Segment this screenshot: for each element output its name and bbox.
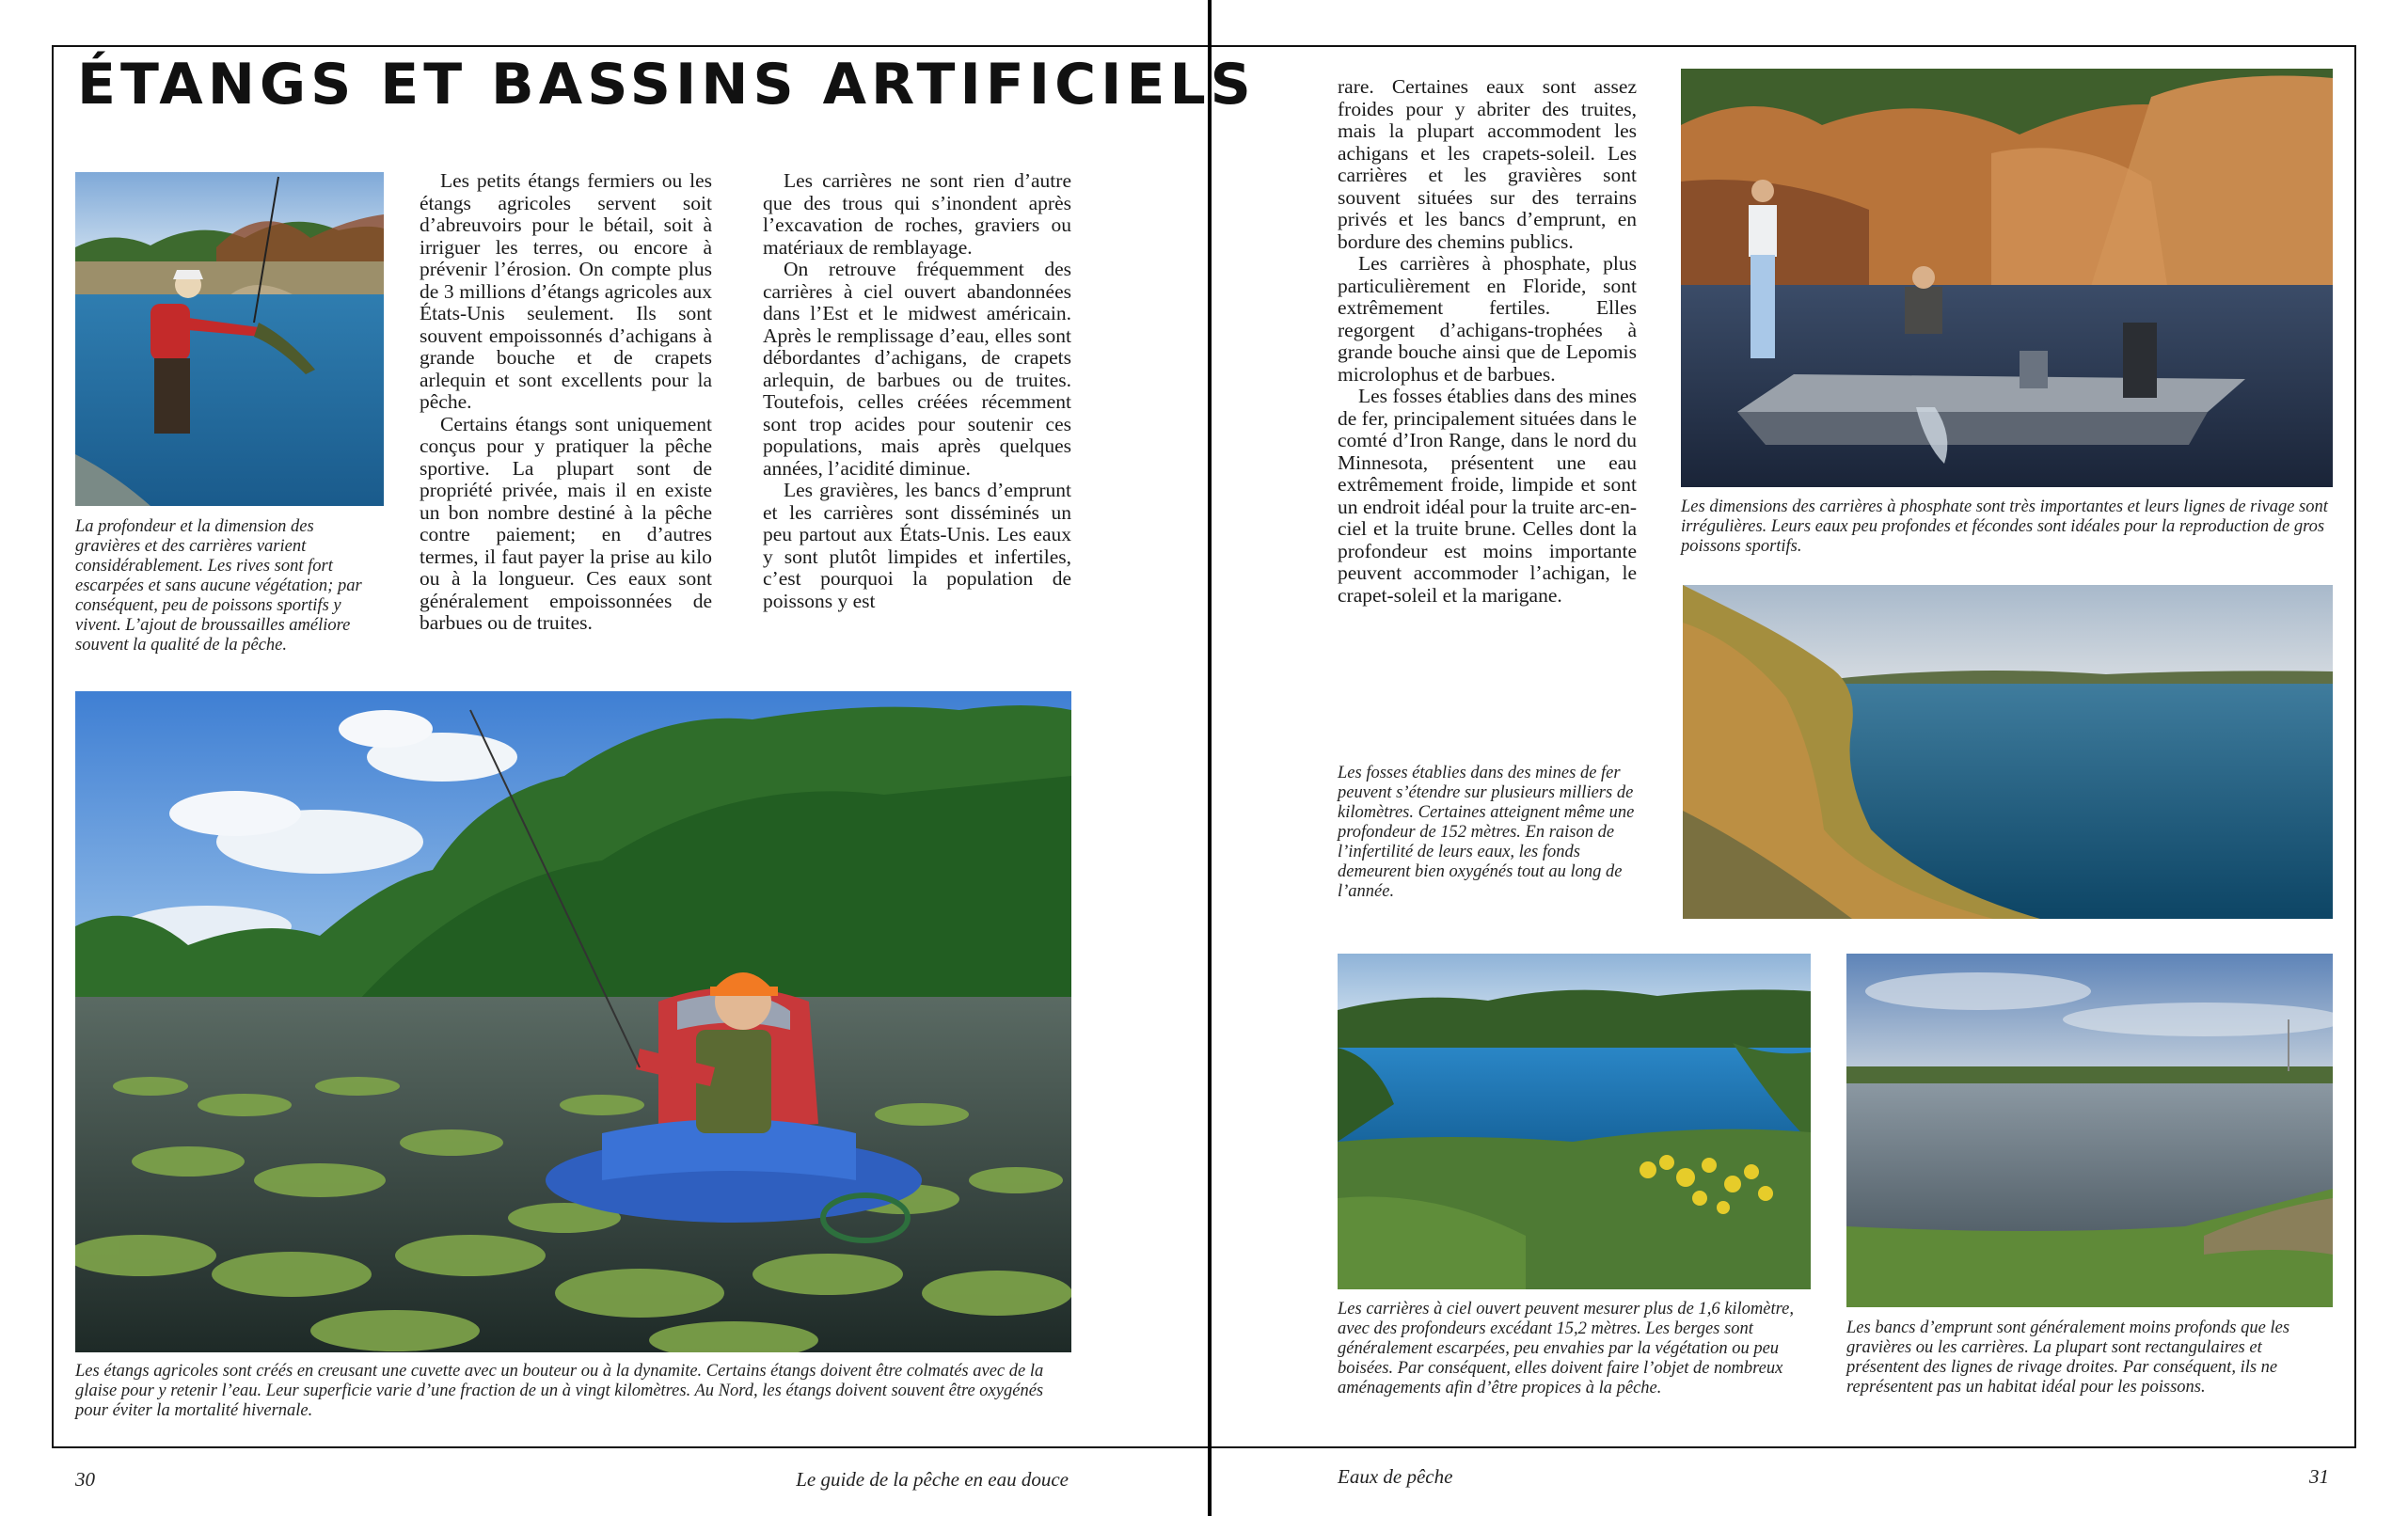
photo-open-pit-quarry [1338, 954, 1811, 1289]
photo-iron-mine-pit [1683, 585, 2333, 919]
paragraph: Certains étangs sont uniquement conçus pour y pratiquer la pêche sportive. La plupart sont de propriété privée, mais il en existe un bon nombre destiné à la pêche contre paiement; en d’autres termes, il faut payer la prise au kilo ou à la longueur. Ces eaux sont généralement empoissonnées de barbues ou de truites. [420, 412, 712, 634]
caption-big-photo: Les étangs agricoles sont créés en creusant une cuvette avec un bouteur ou à la dynamite. Certains étangs doivent être colmatés avec de la glaise pour y retenir l’eau. Leur superficie varie d’une fraction de un à vingt kilomètres. Au Nord, les étangs doivent souvent être oxygénés pour éviter la mortalité hivernale. [75, 1362, 1044, 1420]
photo-wading-angler [75, 172, 384, 506]
page-number-right: 31 [2309, 1465, 2329, 1488]
running-title-right: Eaux de pêche [1338, 1465, 1453, 1488]
photo-borrow-pit [1846, 954, 2333, 1307]
paragraph: Les carrières ne sont rien d’autre que des trous qui s’inondent après l’excavation de roches, graviers ou matériaux de remblayage. [763, 169, 1071, 259]
paragraph: Les gravières, les bancs d’emprunt et les carrières sont disséminés un peu partout aux États-Unis. Les eaux y sont plutôt limpides et infertiles, c’est pourquoi la population de poissons y est [763, 479, 1071, 612]
caption-open-pit: Les carrières à ciel ouvert peuvent mesurer plus de 1,6 kilomètre, avec des profondeurs excédant 15,2 mètres. Les berges sont généralement escarpées, peu envahies par la végétation ou peu boisées. Par conséquent, elles doivent faire l’objet de nombreux aménagements afin d’être propices à la pêche. [1338, 1300, 1794, 1398]
photo-phosphate-pit-boat [1681, 69, 2333, 487]
left-column-2 [763, 170, 1071, 612]
book-spine [1208, 0, 1212, 1516]
photo-float-tube-angler [75, 691, 1071, 1352]
paragraph: rare. Certaines eaux sont assez froides pour y abriter des truites, mais la plupart accommodent les achigans et les crapets-soleil. Les carrières et les gravières sont souvent situées sur des terrains privés et les bancs d’emprunt, en bordure des chemins publics. [1338, 75, 1637, 253]
right-column [1338, 76, 1637, 607]
page-title: ÉTANGS ET BASSINS ARTIFICIELS [77, 52, 1256, 118]
left-column-1 [420, 170, 712, 635]
paragraph: Les fosses établies dans des mines de fer, principalement situées dans le comté d’Iron Range, dans le nord du Minnesota, présentent une eau extrêmement froide, limpide et sont un endroit idéal pour la truite arc-en-ciel et la truite brune. Celles dont la profondeur est moins importante peuvent accommoder l’achigan, le crapet-soleil et la marigane. [1338, 385, 1637, 607]
caption-phosphate: Les dimensions des carrières à phosphate sont très importantes et leurs lignes de rivage sont irrégulières. Leurs eaux peu profondes et fécondes sont idéales pour la reproduction de gros poissons sportifs. [1681, 497, 2328, 556]
paragraph: On retrouve fréquemment des carrières à ciel ouvert abandonnées dans l’Est et le midwest américain. Après le remplissage d’eau, elles sont débordantes d’achigans, de crapets arlequin, de barbues ou de truites. Toutefois, celles créées récemment sont trop acides pour soutenir ces populations, mais après quelques années, l’acidité diminue. [763, 258, 1071, 480]
paragraph: Les carrières à phosphate, plus particulièrement en Floride, sont extrêmement fertiles. Elles regorgent d’achigans-trophées à grande bouche ainsi que de Lepomis microlophus et de barbues. [1338, 252, 1637, 386]
page-number-left: 30 [75, 1468, 95, 1491]
paragraph: Les petits étangs fermiers ou les étangs agricoles servent soit d’abreuvoirs pour le bétail, soit à irriguer les terres, ou encore à prévenir l’érosion. On compte plus de 3 millions d’étangs agricoles aux États-Unis seulement. Ils sont souvent empoissonnés d’achigans à grande bouche et de crapets arlequin et sont excellents pour la pêche. [420, 169, 712, 413]
caption-top-photo: La profondeur et la dimension des gravières et des carrières varient considérablement. Les rives sont fort escarpées et sans aucune végétation; par conséquent, peu de poissons sportifs y vivent. L’ajout de broussailles améliore souvent la qualité de la pêche. [75, 517, 362, 655]
running-title-left: Le guide de la pêche en eau douce [796, 1468, 1069, 1491]
caption-borrow-pit: Les bancs d’emprunt sont généralement moins profonds que les gravières ou les carrières. La plupart sont rectangulaires et présentent des lignes de rivage droites. Par conséquent, ils ne représentent pas un habitat idéal pour les poissons. [1846, 1319, 2290, 1397]
caption-iron-pits: Les fosses établies dans des mines de fer peuvent s’étendre sur plusieurs milliers de kilomètres. Certaines atteignent même une profondeur de 152 mètres. En raison de l’infertilité de leurs eaux, les fonds demeurent bien oxygénés tout au long de l’année. [1338, 764, 1635, 901]
